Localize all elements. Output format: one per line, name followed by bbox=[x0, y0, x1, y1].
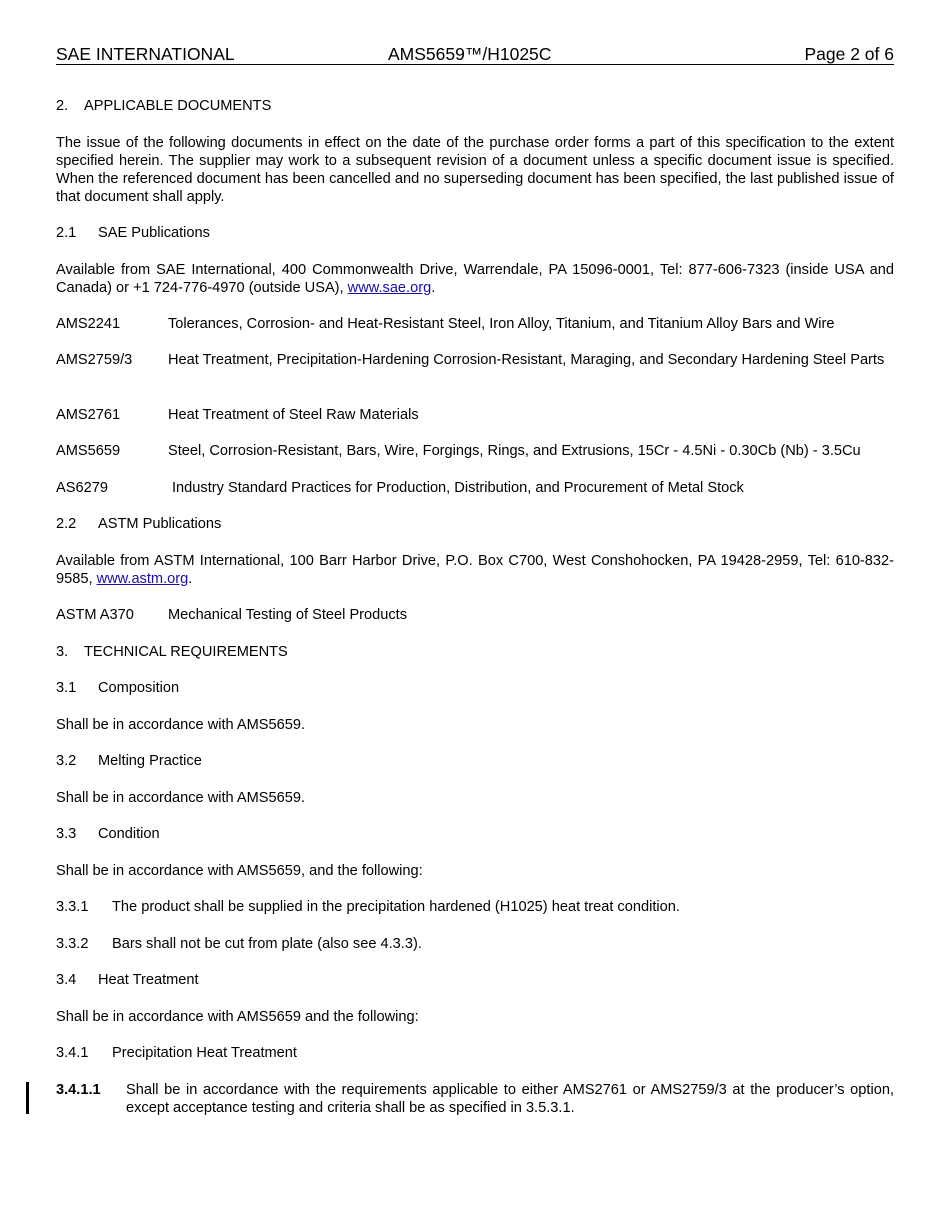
section-2-2-heading: 2.2 ASTM Publications bbox=[56, 516, 222, 532]
section-2-1-heading: 2.1 SAE Publications bbox=[56, 225, 210, 241]
section-3-3-1: 3.3.1 The product shall be supplied in the precipitation hardened (H1025) heat treat condition. bbox=[56, 899, 680, 915]
section-3-3-heading: 3.3 Condition bbox=[56, 826, 160, 842]
section-2-2-paragraph: Available from ASTM International, 100 Barr Harbor Drive, P.O. Box C700, West Conshohocken, PA 19428-2959, Tel: 610-832-9585, www.astm.org. bbox=[56, 553, 894, 587]
section-3-1-paragraph: Shall be in accordance with AMS5659. bbox=[56, 717, 306, 733]
section-3-3-2: 3.3.2 Bars shall not be cut from plate (also see 4.3.3). bbox=[56, 936, 422, 952]
section-3-3-paragraph: Shall be in accordance with AMS5659, and the following: bbox=[56, 863, 423, 879]
sae-website-link[interactable]: www.sae.org bbox=[347, 280, 432, 296]
header-document-number: AMS5659™/H1025C bbox=[388, 44, 552, 64]
header-organization: SAE INTERNATIONAL bbox=[56, 44, 235, 64]
page-header bbox=[56, 44, 894, 65]
section-3-2-paragraph: Shall be in accordance with AMS5659. bbox=[56, 790, 306, 806]
section-3-4-heading: 3.4 Heat Treatment bbox=[56, 972, 199, 988]
revision-change-bar bbox=[26, 1082, 29, 1114]
section-3-heading: 3. TECHNICAL REQUIREMENTS bbox=[56, 644, 288, 660]
section-3-4-paragraph: Shall be in accordance with AMS5659 and the following: bbox=[56, 1009, 419, 1025]
section-3-2-heading: 3.2 Melting Practice bbox=[56, 753, 202, 769]
section-2-paragraph: The issue of the following documents in effect on the date of the purchase order forms a part of this specification to the extent specified herein. The supplier may work to a subsequent revision of a document unless a specific document issue is specified. When the referenced document has been cancelled and no superseding document has been specified, the last published issue of that document shall apply. bbox=[56, 135, 894, 205]
section-2-1-paragraph: Available from SAE International, 400 Commonwealth Drive, Warrendale, PA 15096-0001, Tel: 877-606-7323 (inside USA and Canada) or +1 724-776-4970 (outside USA), www.sae.org. bbox=[56, 262, 894, 296]
section-2-heading: 2. APPLICABLE DOCUMENTS bbox=[56, 98, 272, 114]
astm-website-link[interactable]: www.astm.org bbox=[96, 571, 189, 587]
section-3-1-heading: 3.1 Composition bbox=[56, 680, 180, 696]
section-3-4-1-heading: 3.4.1 Precipitation Heat Treatment bbox=[56, 1045, 297, 1061]
header-page-number: Page 2 of 6 bbox=[804, 44, 894, 64]
